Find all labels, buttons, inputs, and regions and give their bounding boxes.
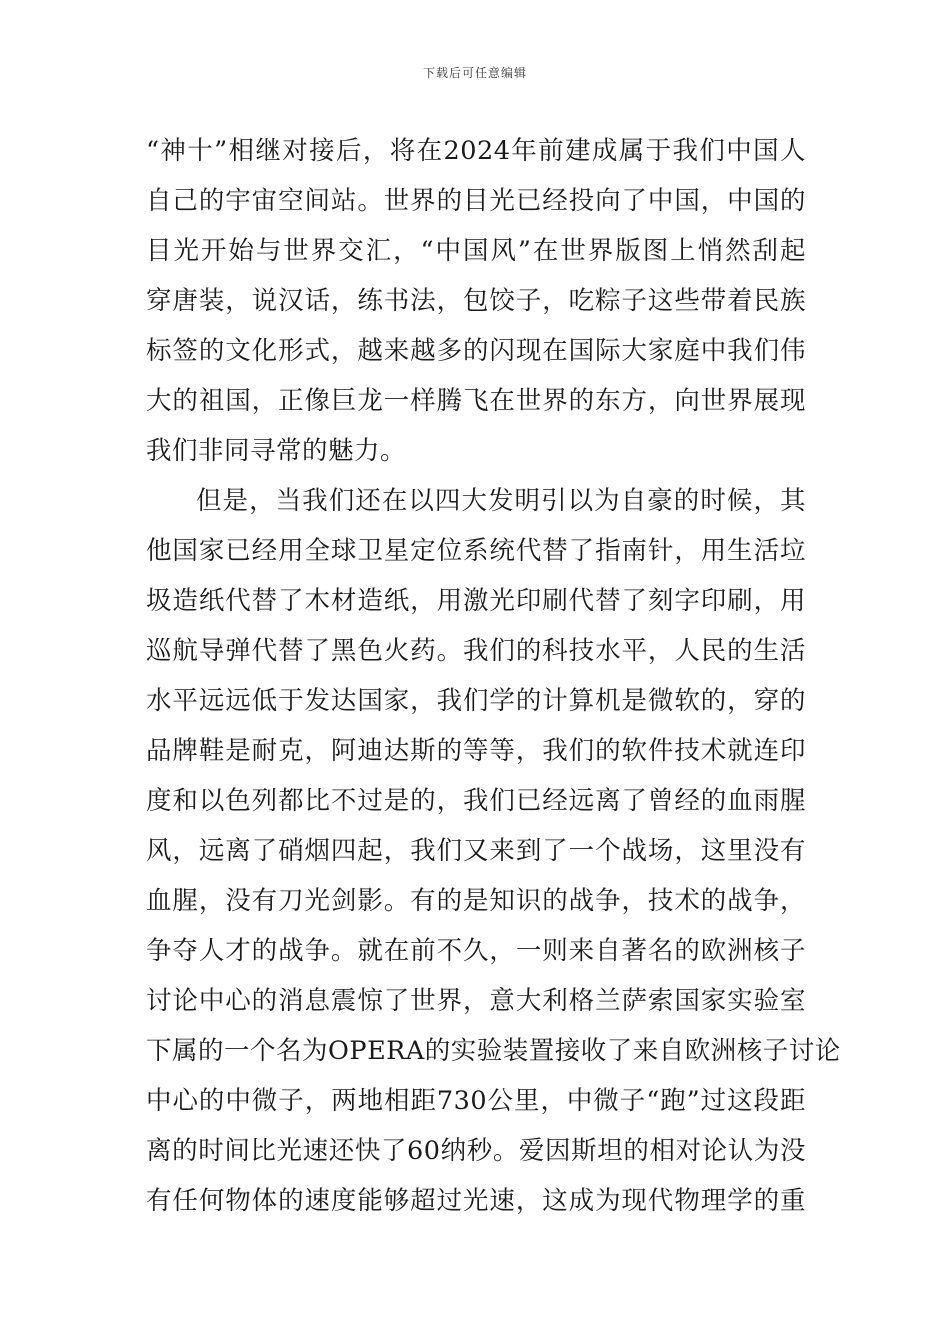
text-line: 标签的文化形式，越来越多的闪现在国际大家庭中我们伟 (146, 336, 806, 366)
text-line: 血腥，没有刀光剑影。有的是知识的战争，技术的战争， (146, 886, 806, 916)
text-line: 他国家已经用全球卫星定位系统代替了指南针，用生活垃 (146, 536, 806, 566)
document-body (146, 126, 841, 1226)
text-line: 有任何物体的速度能够超过光速，这成为现代物理学的重 (146, 1186, 806, 1216)
text-line: 品牌鞋是耐克，阿迪达斯的等等，我们的软件技术就连印 (146, 736, 806, 766)
paragraph-2 (146, 476, 841, 1226)
text-line: 目光开始与世界交汇，“中国风”在世界版图上悄然刮起 (146, 236, 806, 266)
text-line: 讨论中心的消息震惊了世界，意大利格兰萨索国家实验室 (146, 986, 806, 1016)
paragraph-1 (146, 126, 806, 476)
text-line: 但是，当我们还在以四大发明引以为自豪的时候，其 (196, 486, 806, 516)
text-line: 争夺人才的战争。就在前不久，一则来自著名的欧洲核子 (146, 936, 806, 966)
text-line: “神十”相继对接后，将在2024年前建成属于我们中国人 (146, 136, 806, 166)
text-line: 大的祖国，正像巨龙一样腾飞在世界的东方，向世界展现 (146, 386, 806, 416)
text-line: 下属的一个名为OPERA的实验装置接收了来自欧洲核子讨论 (146, 1036, 841, 1066)
text-line: 中心的中微子，两地相距730公里，中微子“跑”过这段距 (146, 1086, 806, 1116)
text-line: 穿唐装，说汉话，练书法，包饺子，吃粽子这些带着民族 (146, 286, 806, 316)
text-line: 水平远远低于发达国家，我们学的计算机是微软的，穿的 (146, 686, 806, 716)
page-header: 下载后可任意编辑 (422, 66, 527, 80)
text-line: 我们非同寻常的魅力。 (146, 436, 407, 466)
text-line: 圾造纸代替了木材造纸，用激光印刷代替了刻字印刷，用 (146, 586, 806, 616)
text-line: 巡航导弹代替了黑色火药。我们的科技水平，人民的生活 (146, 636, 806, 666)
text-line: 度和以色列都比不过是的，我们已经远离了曾经的血雨腥 (146, 786, 806, 816)
text-line: 离的时间比光速还快了60纳秒。爱因斯坦的相对论认为没 (146, 1136, 806, 1166)
text-line: 风，远离了硝烟四起，我们又来到了一个战场，这里没有 (146, 836, 806, 866)
text-line: 自己的宇宙空间站。世界的目光已经投向了中国，中国的 (146, 186, 806, 216)
